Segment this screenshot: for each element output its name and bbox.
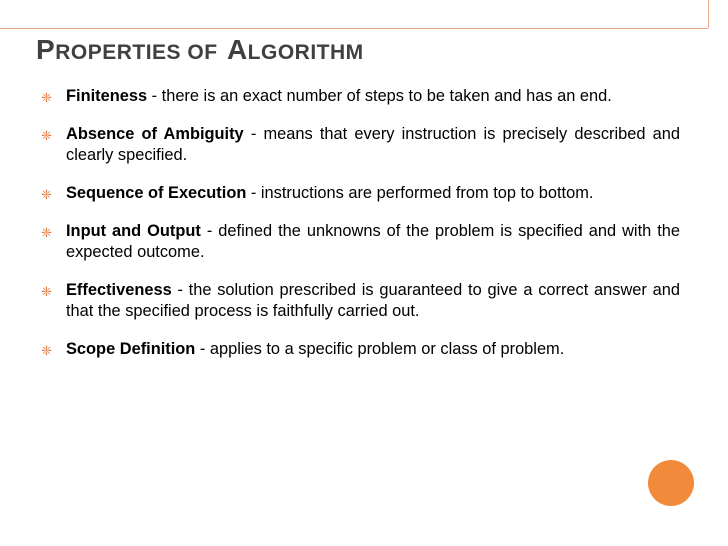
bullet-icon: ❈ [41,187,52,202]
bullet-icon: ❈ [41,343,52,358]
bullet-text: - the solution prescribed is guaranteed to give a correct answer and that the specified process is faithfully carried out. [66,281,680,320]
bullet-term: Finiteness [66,87,148,105]
decorative-top-line [0,28,708,29]
bullet-text: - defined the unknowns of the problem is specified and with the expected outcome. [66,222,681,261]
title-rest-1: ROPERTIES OF [55,41,218,64]
bullet-icon: ❈ [41,90,52,105]
decorative-orange-circle [648,460,694,506]
bullet-term: Absence of Ambiguity [66,125,244,143]
bullet-icon: ❈ [41,225,52,240]
title-rest-2: LGORITHM [247,41,364,64]
bullet-text: - instructions are performed from top to bottom. [246,184,594,202]
bullet-text: - applies to a specific problem or class of problem. [195,340,565,358]
title-initial-2: A [226,34,248,65]
bullet-icon: ❈ [41,128,52,143]
bullet-item-effectiveness [36,280,680,322]
bullet-text: - means that every instruction is precisely described and clearly specified. [66,125,681,164]
bullet-item-input-and-output [36,221,680,263]
bullet-list [36,86,680,377]
bullet-item-scope-definition [36,339,680,360]
slide-title [36,30,364,67]
bullet-term: Sequence of Execution [66,184,247,202]
decorative-corner-line [708,0,709,28]
bullet-item-finiteness [36,86,680,107]
bullet-text: - there is an exact number of steps to be taken and has an end. [147,87,612,105]
bullet-item-sequence-of-execution [36,183,680,204]
bullet-icon: ❈ [41,284,52,299]
title-initial-1: P [36,34,56,65]
bullet-term: Input and Output [66,222,201,240]
bullet-term: Effectiveness [66,281,172,299]
bullet-term: Scope Definition [66,340,196,358]
bullet-item-absence-of-ambiguity [36,124,680,166]
